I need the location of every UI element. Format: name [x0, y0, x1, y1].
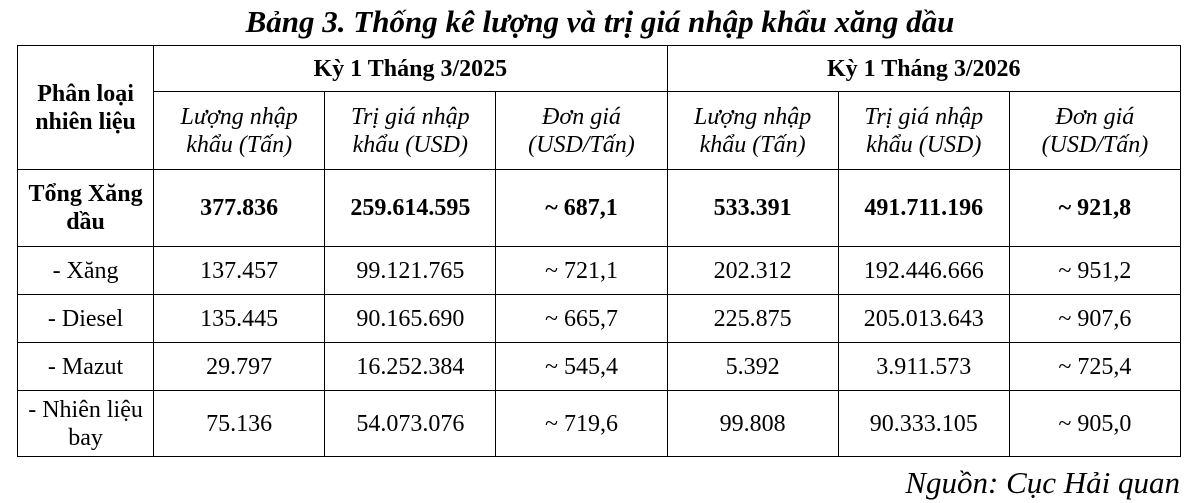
period-header-2025: Kỳ 1 Tháng 3/2025: [154, 46, 667, 92]
subheader-unit-price-2026: Đơn giá (USD/Tấn): [1009, 92, 1180, 170]
table-row-diesel: [18, 295, 1181, 343]
table-row-total: [18, 170, 1181, 247]
cell-value: 202.312: [667, 247, 838, 295]
cell-value: 90.165.690: [325, 295, 496, 343]
cell-value: ~ 907,6: [1009, 295, 1180, 343]
row-label: Tổng Xăng dầu: [18, 170, 154, 247]
import-statistics-table: [17, 45, 1181, 457]
cell-value: 29.797: [154, 343, 325, 391]
period-header-2026: Kỳ 1 Tháng 3/2026: [667, 46, 1180, 92]
cell-value: 205.013.643: [838, 295, 1009, 343]
cell-value: 192.446.666: [838, 247, 1009, 295]
cell-value: ~ 725,4: [1009, 343, 1180, 391]
cell-value: 16.252.384: [325, 343, 496, 391]
cell-value: 3.911.573: [838, 343, 1009, 391]
cell-value: 90.333.105: [838, 391, 1009, 457]
cell-value: 135.445: [154, 295, 325, 343]
cell-value: 259.614.595: [325, 170, 496, 247]
cell-value: 137.457: [154, 247, 325, 295]
table-row-mazut: [18, 343, 1181, 391]
source-note: Nguồn: Cục Hải quan: [905, 465, 1180, 500]
row-label: - Diesel: [18, 295, 154, 343]
category-header: Phân loại nhiên liệu: [18, 46, 154, 170]
table-row-jet-fuel: [18, 391, 1181, 457]
cell-value: 5.392: [667, 343, 838, 391]
cell-value: ~ 687,1: [496, 170, 667, 247]
cell-value: ~ 719,6: [496, 391, 667, 457]
cell-value: 377.836: [154, 170, 325, 247]
cell-value: ~ 721,1: [496, 247, 667, 295]
cell-value: 54.073.076: [325, 391, 496, 457]
cell-value: 99.808: [667, 391, 838, 457]
cell-value: 533.391: [667, 170, 838, 247]
subheader-quantity-2025: Lượng nhập khẩu (Tấn): [154, 92, 325, 170]
subheader-unit-price-2025: Đơn giá (USD/Tấn): [496, 92, 667, 170]
cell-value: 99.121.765: [325, 247, 496, 295]
table-title: Bảng 3. Thống kê lượng và trị giá nhập khẩu xăng dầu: [245, 4, 955, 39]
cell-value: ~ 545,4: [496, 343, 667, 391]
row-label: - Mazut: [18, 343, 154, 391]
subheader-value-2026: Trị giá nhập khẩu (USD): [838, 92, 1009, 170]
cell-value: ~ 921,8: [1009, 170, 1180, 247]
cell-value: ~ 905,0: [1009, 391, 1180, 457]
cell-value: 491.711.196: [838, 170, 1009, 247]
table-row-gasoline: [18, 247, 1181, 295]
cell-value: 225.875: [667, 295, 838, 343]
cell-value: ~ 951,2: [1009, 247, 1180, 295]
cell-value: 75.136: [154, 391, 325, 457]
subheader-quantity-2026: Lượng nhập khẩu (Tấn): [667, 92, 838, 170]
subheader-value-2025: Trị giá nhập khẩu (USD): [325, 92, 496, 170]
row-label: - Xăng: [18, 247, 154, 295]
cell-value: ~ 665,7: [496, 295, 667, 343]
row-label: - Nhiên liệu bay: [18, 391, 154, 457]
